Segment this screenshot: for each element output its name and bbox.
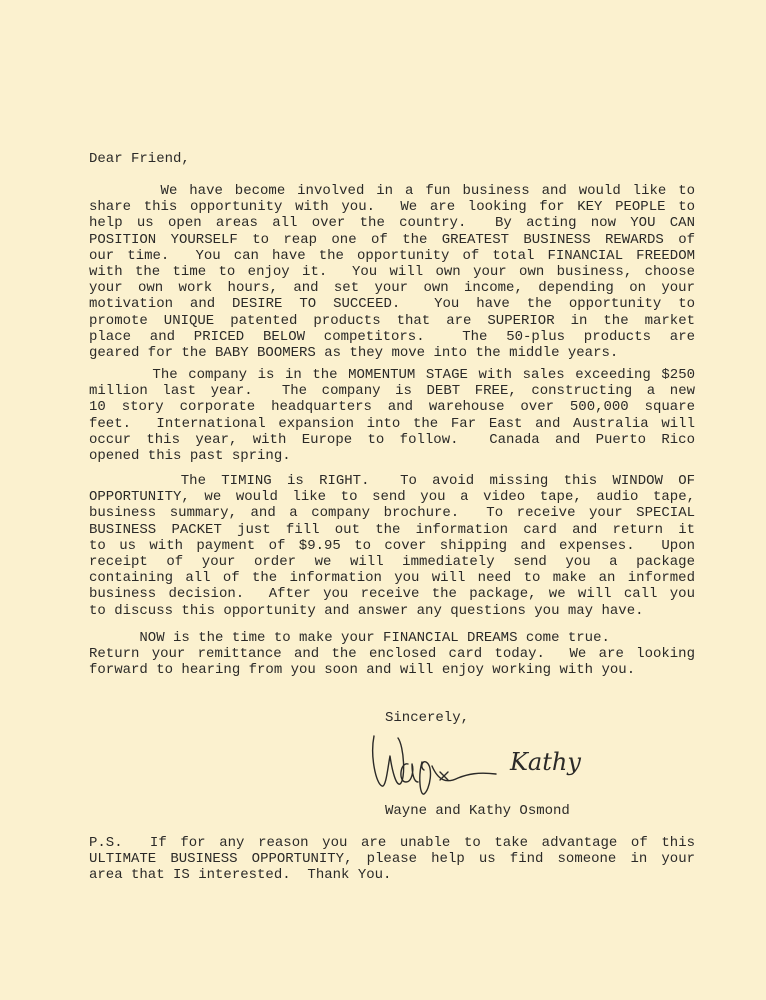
paragraph-4: [89, 630, 695, 679]
paragraph-2-line: occur this year, with Europe to follow. Canada and Puerto Rico: [89, 431, 695, 448]
paragraph-1-line: your own work hours, and set your own income, depending on your: [89, 280, 695, 297]
paragraph-3-line: to discuss this opportunity and answer any questions you may have.: [89, 602, 644, 619]
paragraph-1-line: place and PRICED BELOW competitors. The 50-plus products are: [89, 328, 695, 345]
paragraph-2: [89, 367, 695, 464]
paragraph-2-line: opened this past spring.: [89, 447, 291, 464]
paragraph-4-line: NOW is the time to make your FINANCIAL DREAMS come true.: [89, 630, 610, 646]
paragraph-1-line: geared for the BABY BOOMERS as they move into the middle years.: [89, 344, 619, 361]
paragraph-3-line: receipt of your order we will immediately send you a package: [89, 553, 695, 570]
paragraph-4-line: Return your remittance and the enclosed card today. We are looking: [89, 646, 695, 663]
paragraph-4-line: forward to hearing from you soon and will enjoy working with you.: [89, 662, 636, 679]
postscript-line: P.S. If for any reason you are unable to take advantage of this: [89, 835, 695, 851]
paragraph-1-line: with the time to enjoy it. You will own your own business, choose: [89, 263, 695, 280]
paragraph-2-line: feet. International expansion into the Far East and Australia will: [89, 415, 695, 432]
paragraph-3-line: BUSINESS PACKET just fill out the information card and return it: [89, 521, 695, 538]
paragraph-1-line: share this opportunity with you. We are looking for KEY PEOPLE to: [89, 199, 695, 216]
paragraph-1: [89, 183, 695, 361]
paragraph-1-line: We have become involved in a fun business and would like to: [89, 183, 695, 199]
paragraph-1-line: motivation and DESIRE TO SUCCEED. You have the opportunity to: [89, 296, 695, 313]
paragraph-3-line: OPPORTUNITY, we would like to send you a video tape, audio tape,: [89, 489, 695, 506]
paragraph-3: [89, 473, 695, 619]
signers: Wayne and Kathy Osmond: [385, 803, 570, 819]
paragraph-1-line: POSITION YOURSELF to reap one of the GREATEST BUSINESS REWARDS of: [89, 231, 695, 248]
paragraph-3-line: to us with payment of $9.95 to cover shipping and expenses. Upon: [89, 537, 695, 554]
paragraph-1-line: our time. You can have the opportunity of total FINANCIAL FREEDOM: [89, 247, 695, 264]
paragraph-3-line: business summary, and a company brochure. To receive your SPECIAL: [89, 505, 695, 522]
paragraph-1-line: promote UNIQUE patented products that are SUPERIOR in the market: [89, 312, 695, 329]
closing: Sincerely,: [385, 710, 470, 726]
paragraph-2-line: The company is in the MOMENTUM STAGE with sales exceeding $250: [89, 367, 695, 383]
paragraph-3-line: business decision. After you receive the package, we will call you: [89, 586, 695, 603]
paragraph-2-line: million last year. The company is DEBT FREE, constructing a new: [89, 383, 695, 400]
signature-kathy: Kathy: [510, 748, 581, 776]
postscript-line: area that IS interested. Thank You.: [89, 867, 392, 884]
postscript: [89, 835, 695, 884]
paragraph-2-line: 10 story corporate headquarters and warehouse over 500,000 square: [89, 399, 695, 416]
paragraph-1-line: help us open areas all over the country. By acting now YOU CAN: [89, 215, 695, 232]
handwritten-signature: [368, 726, 588, 796]
salutation: Dear Friend,: [89, 151, 190, 167]
paragraph-3-line: The TIMING is RIGHT. To avoid missing this WINDOW OF: [89, 473, 695, 489]
postscript-line: ULTIMATE BUSINESS OPPORTUNITY, please help us find someone in your: [89, 851, 695, 868]
paragraph-3-line: containing all of the information you will need to make an informed: [89, 570, 695, 587]
